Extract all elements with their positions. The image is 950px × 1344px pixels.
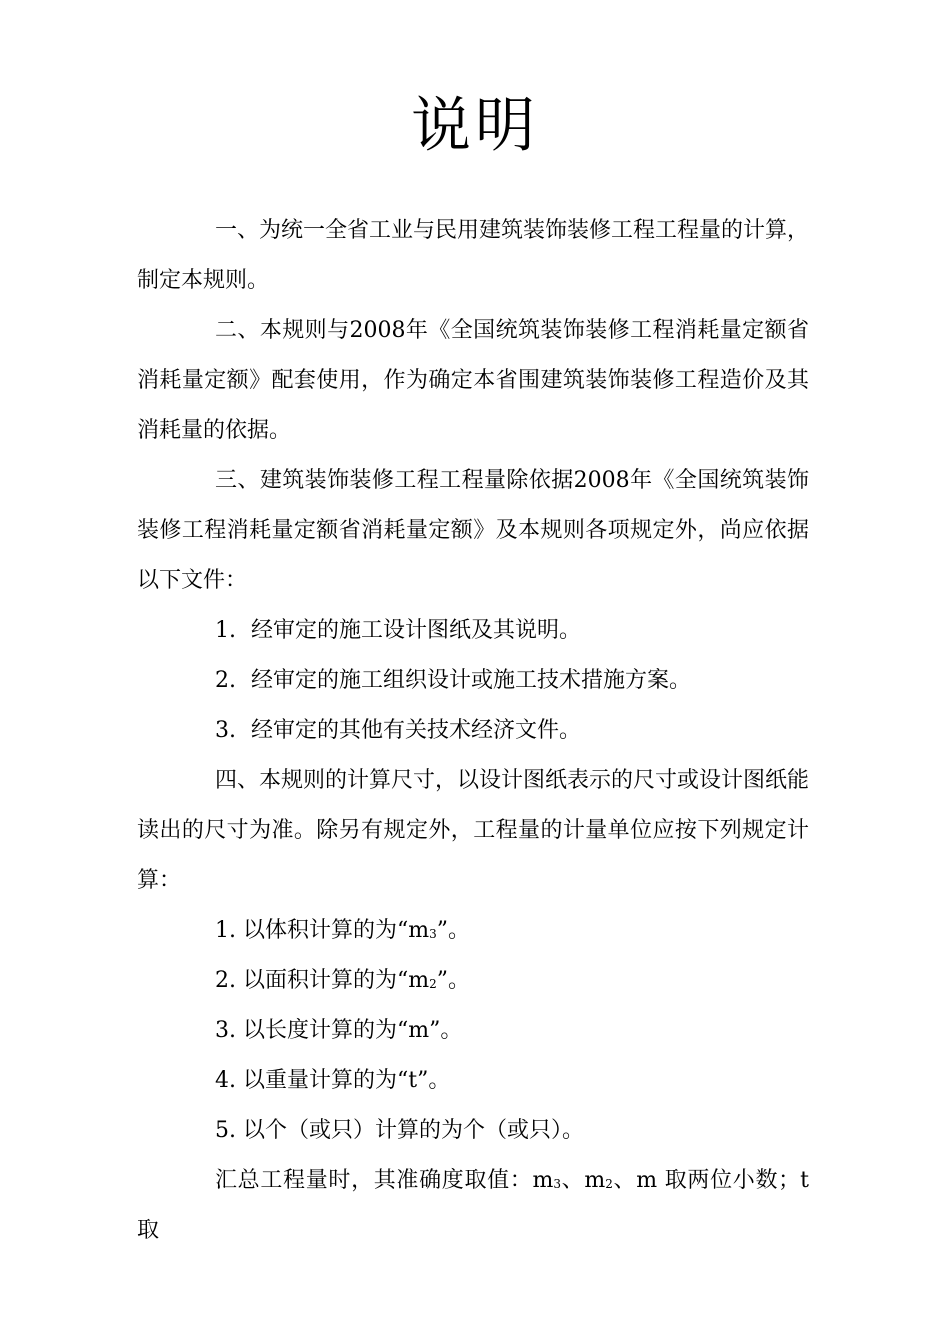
document-item-3 [137,706,809,756]
paragraph-4: 四、本规则的计算尺寸，以设计图纸表示的尺寸或设计图纸能读出的尺寸为准。除另有规定外，工程量的计量单位应按下列规定计算： [137,768,810,893]
unit-superscript: 2 [429,977,437,991]
item-number: 3. [215,718,236,743]
document-body [137,206,809,1256]
unit-text: 2. 以面积计算的为“m [215,968,430,993]
unit-text: 1. 以体积计算的为“m [215,918,430,943]
unit-item-volume [137,906,809,956]
paragraph-2: 二、本规则与2008年《全国统筑装饰装修工程消耗量定额省消耗量定额》配套使用，作为确定本省围建筑装饰装修工程造价及其消耗量的依据。 [137,318,809,443]
document-item-2 [137,656,809,706]
document-item-1 [137,606,809,656]
paragraph-1: 一、为统一全省工业与民用建筑装饰装修工程工程量的计算，制定本规则。 [137,218,810,293]
unit-item-weight: 4. 以重量计算的为“t”。 [215,1068,451,1093]
item-text: 经审定的施工组织设计或施工技术措施方案。 [251,668,692,693]
paragraph-3: 三、建筑装饰装修工程工程量除依据2008年《全国统筑装饰装修工程消耗量定额省消耗量定额》及本规则各项规定外，尚应依据以下文件： [137,468,809,593]
summary-sub-2: 2 [605,1177,613,1191]
item-number: 1. [215,618,236,643]
item-number: 2. [215,668,236,693]
unit-item-length: 3. 以长度计算的为“m”。 [215,1018,463,1043]
unit-item-area [137,956,809,1006]
item-text: 经审定的施工设计图纸及其说明。 [251,618,582,643]
summary-text: 汇总工程量时，其准确度取值：m [215,1168,554,1193]
page-title: 说明 [411,91,539,161]
unit-item-count: 5. 以个（或只）计算的为个（或只）。 [215,1118,584,1143]
summary-sub-1: 3 [553,1177,561,1191]
summary-text-2: 、m [561,1168,606,1193]
unit-text-suffix: ”。 [436,918,470,943]
unit-text-suffix: ”。 [436,968,470,993]
summary-text-3: 、m 取两位小数；t 取 [137,1168,809,1243]
summary-paragraph [137,1156,809,1256]
unit-superscript: 3 [429,927,437,941]
item-text: 经审定的其他有关技术经济文件。 [251,718,582,743]
